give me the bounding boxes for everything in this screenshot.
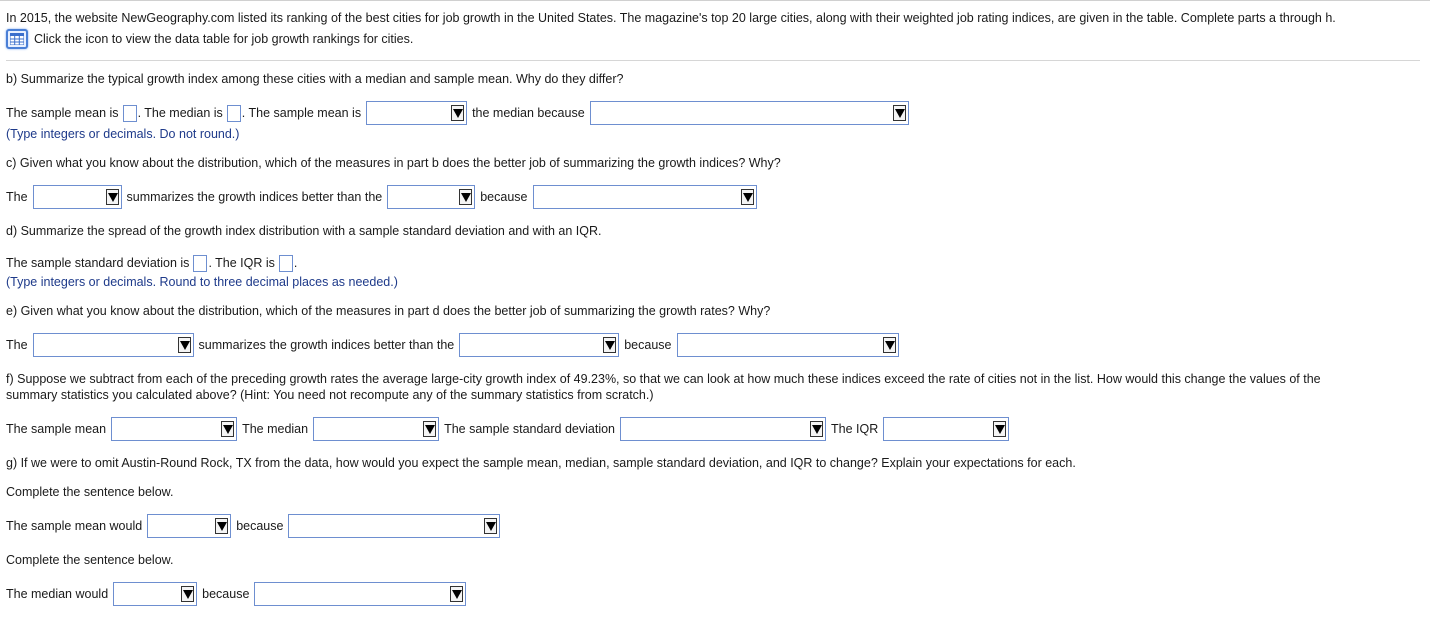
part-e-question: e) Given what you know about the distribution, which of the measures in part d does the better job of summarizing the growth rates? Why? xyxy=(6,304,771,318)
part-d-question: d) Summarize the spread of the growth index distribution with a sample standard deviation and with an IQR. xyxy=(6,224,602,238)
part-c-label-the: The xyxy=(6,190,28,204)
part-f-question-line2: summary statistics you calculated above? (Hint: You need not recompute any of the summary statistics from scratch.) xyxy=(6,388,654,402)
part-b-label-compare: . The sample mean is xyxy=(241,106,362,120)
chevron-down-icon xyxy=(178,337,191,353)
part-b-answer-row xyxy=(6,101,914,125)
chevron-down-icon xyxy=(450,586,463,602)
part-c-answer-row xyxy=(6,185,762,209)
chevron-down-icon xyxy=(741,189,754,205)
part-e-other-measure-dropdown[interactable] xyxy=(459,333,619,357)
part-b-label-median: . The median is xyxy=(137,106,223,120)
median-input[interactable] xyxy=(227,105,241,122)
part-d-label-sd: The sample standard deviation is xyxy=(6,256,190,270)
part-g-question: g) If we were to omit Austin-Round Rock, TX from the data, how would you expect the sample mean, median, sample standard deviation, and IQR to change? Explain your expectations for each. xyxy=(6,456,1076,470)
part-g-label-median: The median would xyxy=(6,587,109,601)
top-border xyxy=(0,0,1430,1)
chevron-down-icon xyxy=(810,421,823,437)
part-c-label-because: because xyxy=(480,190,528,204)
chevron-down-icon xyxy=(423,421,436,437)
part-b-reason-dropdown[interactable] xyxy=(590,101,909,125)
part-d-note: (Type integers or decimals. Round to three decimal places as needed.) xyxy=(6,275,398,289)
part-b-label-because: the median because xyxy=(472,106,585,120)
chevron-down-icon xyxy=(883,337,896,353)
part-f-sd-dropdown[interactable] xyxy=(620,417,826,441)
part-f-question-line1: f) Suppose we subtract from each of the preceding growth rates the average large-city growth index of 49.23%, so that we can look at how much these indices exceed the rate of cities not in the list. How would this change the values of the xyxy=(6,372,1321,386)
part-g-median-row xyxy=(6,582,471,606)
part-b-question: b) Summarize the typical growth index among these cities with a median and sample mean. Why do they differ? xyxy=(6,72,624,86)
intro-text: In 2015, the website NewGeography.com listed its ranking of the best cities for job growth in the United States. The magazine's top 20 large cities, along with their weighted job rating indices, are given in the table. Complete parts a through h. xyxy=(6,11,1336,25)
chevron-down-icon xyxy=(181,586,194,602)
part-g-mean-reason-dropdown[interactable] xyxy=(288,514,500,538)
part-e-label-the: The xyxy=(6,338,28,352)
part-g-median-dropdown[interactable] xyxy=(113,582,197,606)
part-g-median-reason-dropdown[interactable] xyxy=(254,582,466,606)
part-f-iqr-dropdown[interactable] xyxy=(883,417,1009,441)
part-g-label-mean: The sample mean would xyxy=(6,519,143,533)
separator xyxy=(6,60,1420,61)
part-d-answer-row xyxy=(6,251,297,275)
part-c-reason-dropdown[interactable] xyxy=(533,185,757,209)
part-g-mean-row xyxy=(6,514,505,538)
part-f-mean-dropdown[interactable] xyxy=(111,417,237,441)
part-f-median-dropdown[interactable] xyxy=(313,417,439,441)
chevron-down-icon xyxy=(106,189,119,205)
mean-vs-median-dropdown[interactable] xyxy=(366,101,467,125)
chevron-down-icon xyxy=(893,105,906,121)
part-e-label-because: because xyxy=(624,338,672,352)
part-f-answer-row xyxy=(6,417,1014,441)
data-table-icon[interactable] xyxy=(6,29,28,49)
data-table-link-row xyxy=(6,29,413,49)
part-e-measure-dropdown[interactable] xyxy=(33,333,194,357)
iqr-input[interactable] xyxy=(279,255,293,272)
chevron-down-icon xyxy=(221,421,234,437)
sample-mean-input[interactable] xyxy=(123,105,137,122)
part-g-instruction-2: Complete the sentence below. xyxy=(6,553,174,567)
part-f-label-mean: The sample mean xyxy=(6,422,107,436)
chevron-down-icon xyxy=(451,105,464,121)
chevron-down-icon xyxy=(459,189,472,205)
chevron-down-icon xyxy=(484,518,497,534)
part-f-label-iqr: The IQR xyxy=(831,422,879,436)
part-g-mean-dropdown[interactable] xyxy=(147,514,231,538)
part-g-label-because-2: because xyxy=(202,587,250,601)
part-g-label-because-1: because xyxy=(236,519,284,533)
chevron-down-icon xyxy=(993,421,1006,437)
part-e-reason-dropdown[interactable] xyxy=(677,333,899,357)
sample-sd-input[interactable] xyxy=(193,255,207,272)
part-e-answer-row xyxy=(6,333,904,357)
chevron-down-icon xyxy=(603,337,616,353)
part-c-question: c) Given what you know about the distribution, which of the measures in part b does the better job of summarizing the growth indices? Why? xyxy=(6,156,781,170)
chevron-down-icon xyxy=(215,518,228,534)
part-g-instruction-1: Complete the sentence below. xyxy=(6,485,174,499)
part-c-label-summarizes: summarizes the growth indices better than the xyxy=(126,190,383,204)
part-b-label-mean: The sample mean is xyxy=(6,106,119,120)
part-d-label-iqr: . The IQR is xyxy=(208,256,275,270)
part-b-note: (Type integers or decimals. Do not round.) xyxy=(6,127,240,141)
part-f-label-median: The median xyxy=(242,422,309,436)
part-e-label-summarizes: summarizes the growth indices better than the xyxy=(198,338,455,352)
part-c-measure-dropdown[interactable] xyxy=(33,185,122,209)
data-table-link-text: Click the icon to view the data table for job growth rankings for cities. xyxy=(34,32,414,46)
part-d-label-period: . xyxy=(293,256,298,270)
part-c-other-measure-dropdown[interactable] xyxy=(387,185,475,209)
part-f-label-sd: The sample standard deviation xyxy=(444,422,616,436)
